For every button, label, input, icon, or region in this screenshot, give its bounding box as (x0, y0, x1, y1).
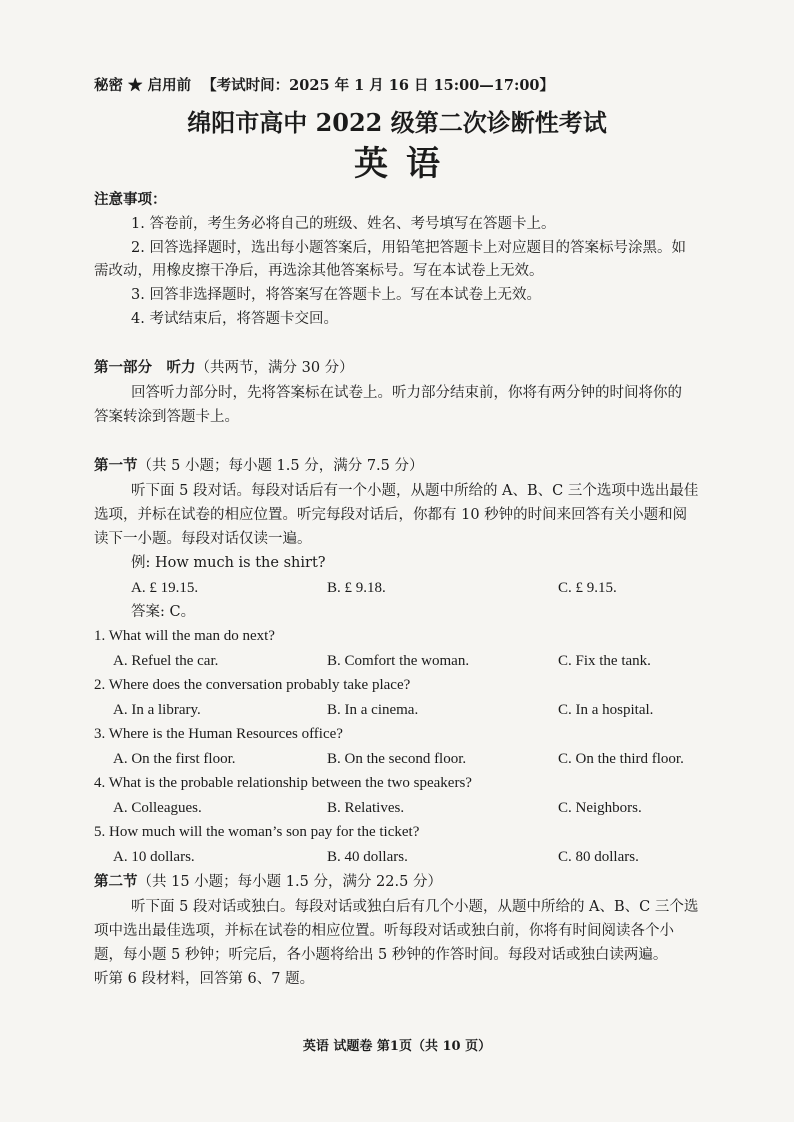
subject-title: 英语 (354, 144, 458, 184)
option-a: A. On the first floor. (113, 751, 236, 767)
question-text: 5. How much will the woman’s son pay for the ticket? (94, 824, 420, 840)
option-a: A. Refuel the car. (113, 653, 219, 669)
section1-intro: 听下面 5 段对话。每段对话后有一个小题，从题中所给的 A、B、C 三个选项中选出最佳 (131, 483, 699, 499)
option-b: B. 40 dollars. (327, 849, 408, 865)
option-c: C. In a hospital. (558, 702, 654, 718)
section2-heading: 第二节 (94, 873, 138, 890)
section1-heading-note: （共 5 小题；每小题 1.5 分，满分 7.5 分） (137, 458, 424, 474)
section2-intro: 题，每小题 5 秒钟；听完后，各小题将给出 5 秒钟的作答时间。每段对话或独白读两遍。 (94, 947, 668, 963)
question-text: 3. Where is the Human Resources office? (94, 726, 343, 742)
notes-heading: 注意事项： (94, 191, 167, 208)
part1-heading-line (94, 359, 354, 377)
part1-heading-note: （共两节，满分 30 分） (195, 360, 354, 376)
option-b: B. In a cinema. (327, 702, 419, 718)
section2-intro: 项中选出最佳选项，并标在试卷的相应位置。听每段对话或独白前，你将有时间阅读各个小 (94, 923, 674, 939)
section1-heading-line (94, 457, 424, 475)
page-footer: 英语 试题卷 第1页（共 10 页） (302, 1039, 492, 1054)
header-line (94, 77, 554, 95)
example-option-a: A. £ 19.15. (131, 580, 199, 596)
note-item: 2. 回答选择题时，选出每小题答案后，用铅笔把答题卡上对应题目的答案标号涂黑。如 (131, 240, 686, 256)
option-a: A. Colleagues. (113, 800, 202, 816)
option-c: C. 80 dollars. (558, 849, 639, 865)
option-b: B. Comfort the woman. (327, 653, 470, 669)
option-b: B. Relatives. (327, 800, 405, 816)
section1-heading: 第一节 (94, 457, 138, 474)
example-option-c: C. £ 9.15. (558, 580, 617, 596)
note-item: 3. 回答非选择题时，将答案写在答题卡上。写在本试卷上无效。 (131, 287, 541, 303)
option-b: B. On the second floor. (327, 751, 467, 767)
option-c: C. On the third floor. (558, 751, 684, 767)
exam-time: 【考试时间：2025 年 1 月 16 日 15:00—17:00】 (202, 77, 555, 94)
example-answer: 答案: C。 (131, 604, 196, 620)
section2-heading-note: （共 15 小题；每小题 1.5 分，满分 22.5 分） (137, 874, 442, 890)
exam-title: 绵阳市高中 2022 级第二次诊断性考试 (187, 108, 607, 137)
part1-intro: 答案转涂到答题卡上。 (94, 409, 239, 425)
question-text: 1. What will the man do next? (94, 628, 275, 644)
example-option-b: B. £ 9.18. (327, 580, 386, 596)
section1-intro: 选项，并标在试卷的相应位置。听完每段对话后，你都有 10 秒钟的时间来回答有关小题和阅 (94, 507, 688, 523)
section2-intro: 听下面 5 段对话或独白。每段对话或独白后有几个小题，从题中所给的 A、B、C 三个选 (131, 899, 699, 915)
option-a: A. 10 dollars. (113, 849, 195, 865)
question-text: 4. What is the probable relationship between the two speakers? (94, 775, 472, 791)
note-item: 4. 考试结束后，将答题卡交回。 (131, 311, 338, 327)
note-item: 1. 答卷前，考生务必将自己的班级、姓名、考号填写在答题卡上。 (131, 216, 556, 232)
option-a: A. In a library. (113, 702, 201, 718)
option-c: C. Fix the tank. (558, 653, 651, 669)
option-c: C. Neighbors. (558, 800, 642, 816)
section2-intro: 听第 6 段材料，回答第 6、7 题。 (94, 971, 315, 987)
section2-heading-line (94, 873, 442, 891)
note-item: 需改动，用橡皮擦干净后，再选涂其他答案标号。写在本试卷上无效。 (94, 263, 544, 279)
example-question: 例: How much is the shirt? (131, 555, 326, 571)
question-text: 2. Where does the conversation probably take place? (94, 677, 411, 693)
section1-intro: 读下一小题。每段对话仅读一遍。 (94, 531, 312, 547)
part1-heading: 第一部分 听力 (94, 359, 196, 376)
confidential-label: 秘密 ★ 启用前 (94, 77, 192, 94)
part1-intro: 回答听力部分时，先将答案标在试卷上。听力部分结束前，你将有两分钟的时间将你的 (131, 385, 682, 401)
